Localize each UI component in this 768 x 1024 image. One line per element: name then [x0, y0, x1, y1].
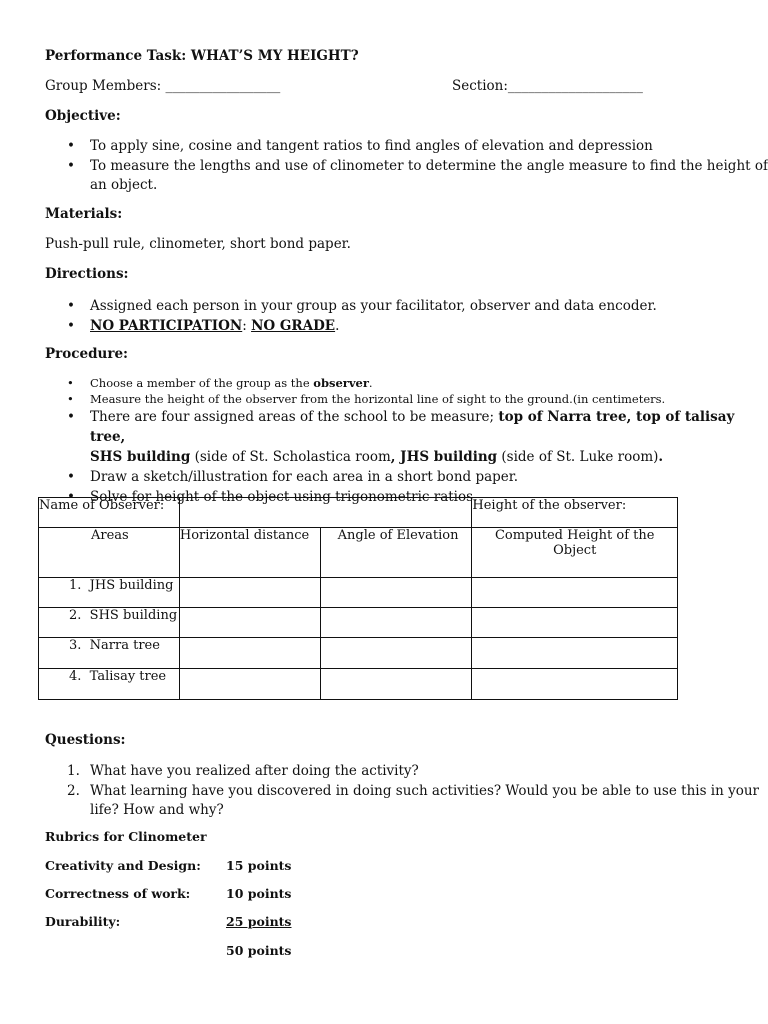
objective-list [67, 137, 768, 196]
rubric-label: Creativity and Design: [45, 858, 201, 873]
table-row [39, 498, 678, 528]
header-horizontal-distance: Horizontal distance [179, 528, 320, 578]
rubric-points: 25 points [226, 914, 292, 929]
area-cell: 2. SHS building [39, 608, 180, 638]
rubric-label: Correctness of work: [45, 886, 191, 901]
computed-height-cell[interactable] [472, 669, 678, 700]
horizontal-distance-cell[interactable] [179, 638, 320, 669]
objective-item: • To apply sine, cosine and tangent ratios to find angles of elevation and depression [67, 137, 768, 157]
directions-item: • Assigned each person in your group as your facilitator, observer and data encoder. [67, 296, 657, 316]
directions-heading: Directions: [45, 266, 129, 282]
angle-cell[interactable] [320, 608, 472, 638]
rubric-label: Durability: [45, 914, 121, 929]
question-item: 2. What learning have you discovered in doing such activities? Would you be able to use this in your life? How and why? [67, 782, 760, 818]
header-computed-height: Computed Height of the Object [472, 528, 678, 578]
horizontal-distance-cell[interactable] [179, 578, 320, 608]
question-item: 1. What have you realized after doing the activity? [67, 763, 419, 779]
procedure-item: • Choose a member of the group as the observer. [67, 375, 768, 391]
procedure-item: • Solve for height of the object using trigonometric ratios. [67, 487, 768, 507]
area-cell: 1. JHS building [39, 578, 180, 608]
area-cell: 3. Narra tree [39, 638, 180, 669]
angle-cell[interactable] [320, 578, 472, 608]
observer-name-cell[interactable] [179, 498, 472, 528]
directions-list [67, 296, 657, 336]
computed-height-cell[interactable] [472, 608, 678, 638]
procedure-list [67, 375, 768, 507]
procedure-heading: Procedure: [45, 346, 129, 362]
header-areas: Areas [39, 528, 180, 578]
rubric-total: 50 points [226, 943, 292, 958]
table-row [39, 669, 678, 700]
observer-height-label: Height of the observer: [472, 498, 678, 528]
table-row [39, 608, 678, 638]
directions-item: • NO PARTICIPATION: NO GRADE. [67, 316, 657, 336]
header-angle-of-elevation: Angle of Elevation [320, 528, 472, 578]
computed-height-cell[interactable] [472, 578, 678, 608]
observer-name-label: Name of Observer: [39, 498, 180, 528]
procedure-item: • Measure the height of the observer from the horizontal line of sight to the ground.(in centimeters. [67, 391, 768, 407]
computed-height-cell[interactable] [472, 638, 678, 669]
objective-heading: Objective: [45, 108, 121, 124]
horizontal-distance-cell[interactable] [179, 669, 320, 700]
table-row [39, 638, 678, 669]
procedure-item: • There are four assigned areas of the school to be measure; top of Narra tree, top of talisay tree, SHS building (side of St. Scholastica room, JHS building (side of St. Luke room). [67, 407, 768, 467]
materials-heading: Materials: [45, 206, 123, 222]
angle-cell[interactable] [320, 638, 472, 669]
rubrics-heading: Rubrics for Clinometer [45, 829, 207, 844]
table-header-row [39, 528, 678, 578]
questions-heading: Questions: [45, 732, 126, 748]
table-row [39, 578, 678, 608]
angle-cell[interactable] [320, 669, 472, 700]
rubric-points: 10 points [226, 886, 292, 901]
materials-text: Push-pull rule, clinometer, short bond paper. [45, 236, 351, 252]
section-field: Section:____________________ [452, 78, 643, 94]
objective-item: • To measure the lengths and use of clinometer to determine the angle measure to find the height of an object. [67, 157, 768, 196]
group-members-field: Group Members: _________________ [45, 78, 281, 94]
page-title: Performance Task: WHAT’S MY HEIGHT? [45, 48, 359, 64]
area-cell: 4. Talisay tree [39, 669, 180, 700]
horizontal-distance-cell[interactable] [179, 608, 320, 638]
rubric-points: 15 points [226, 858, 292, 873]
questions-list [67, 762, 759, 821]
observation-table [38, 497, 678, 700]
procedure-item: • Draw a sketch/illustration for each area in a short bond paper. [67, 467, 768, 487]
